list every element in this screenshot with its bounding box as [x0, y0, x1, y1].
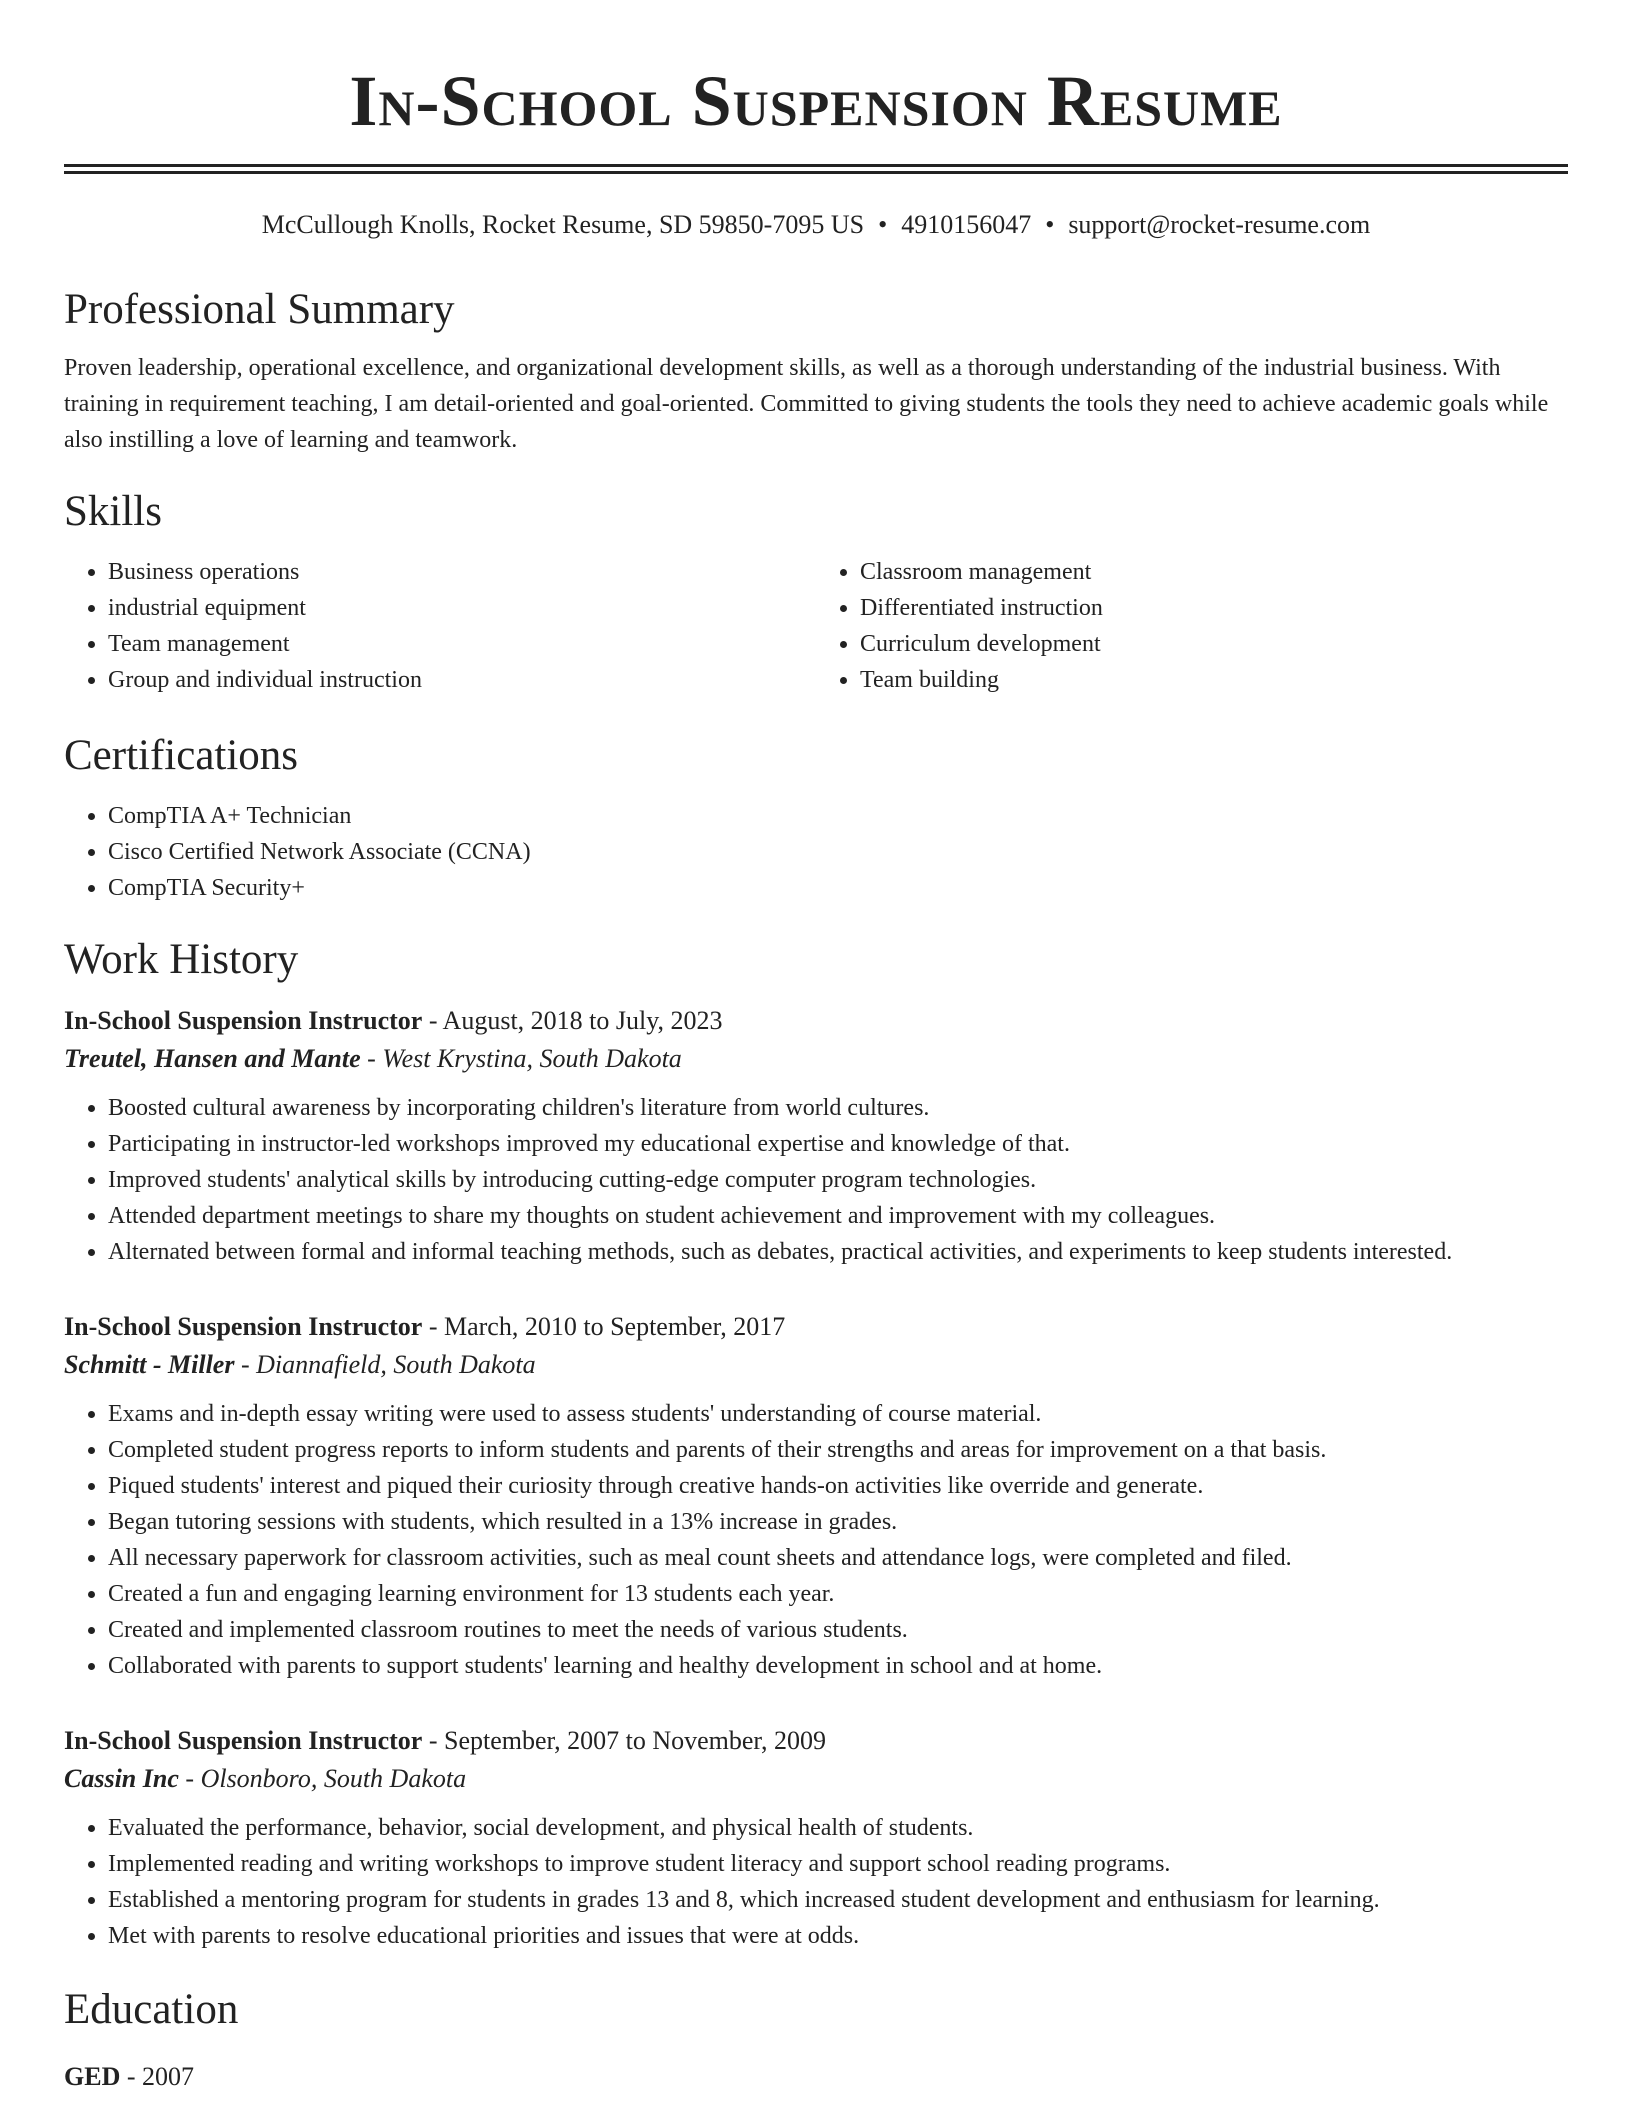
contact-separator: •	[1045, 210, 1055, 239]
contact-line	[64, 208, 1568, 242]
job-bullet: • Piqued students' interest and piqued their curiosity through creative hands-on activities like override and generate.	[108, 1468, 1568, 1504]
skill-item: • Differentiated instruction	[860, 590, 1568, 626]
job-bullet: • Exams and in-depth essay writing were used to assess students' understanding of course material.	[108, 1396, 1568, 1432]
dash: -	[422, 1312, 444, 1341]
job-title-line	[64, 1308, 1568, 1346]
skill-item: • Classroom management	[860, 554, 1568, 590]
certifications-heading: Certifications	[64, 732, 299, 779]
job-bullet: • Created a fun and engaging learning environment for 13 students each year.	[108, 1576, 1568, 1612]
job-dates: August, 2018 to July, 2023	[442, 1006, 723, 1035]
skill-item: • Team management	[108, 626, 816, 662]
company-line	[64, 1346, 1568, 1384]
job-bullet: • Participating in instructor-led workshops improved my educational expertise and knowledge of that.	[108, 1126, 1568, 1162]
company-location: Olsonboro, South Dakota	[200, 1764, 467, 1793]
job-title: In-School Suspension Instructor	[64, 1726, 423, 1755]
job-entry	[64, 1722, 1568, 1954]
dash: -	[422, 1726, 444, 1755]
certifications-list	[64, 798, 1568, 906]
job-bullet: • Established a mentoring program for students in grades 13 and 8, which increased student development and enthusiasm for learning.	[108, 1882, 1568, 1918]
education-degree: GED	[64, 2062, 121, 2091]
education-year: 2007	[142, 2062, 195, 2091]
job-bullet: • Attended department meetings to share my thoughts on student achievement and improvement with my colleagues.	[108, 1198, 1568, 1234]
company-name: Schmitt - Miller	[64, 1350, 235, 1379]
job-dates: March, 2010 to September, 2017	[443, 1312, 786, 1341]
dash: -	[120, 2062, 143, 2091]
skill-item: • industrial equipment	[108, 590, 816, 626]
education-line	[64, 2058, 1568, 2096]
contact-address: McCullough Knolls, Rocket Resume, SD 59850-7095 US	[261, 210, 865, 239]
skills-heading: Skills	[64, 488, 162, 535]
job-bullet: • Completed student progress reports to inform students and parents of their strengths and areas for improvement on a that basis.	[108, 1432, 1568, 1468]
job-bullet: • Collaborated with parents to support students' learning and healthy development in school and at home.	[108, 1648, 1568, 1684]
job-entry	[64, 1002, 1568, 1270]
contact-phone: 4910156047	[901, 210, 1032, 239]
title-divider	[64, 164, 1568, 174]
job-bullets	[64, 1810, 1568, 1954]
dash: -	[178, 1764, 201, 1793]
skill-item: • Team building	[860, 662, 1568, 698]
dash: -	[360, 1044, 383, 1073]
skill-item: • Business operations	[108, 554, 816, 590]
company-line	[64, 1040, 1568, 1078]
certification-item: • CompTIA A+ Technician	[108, 798, 1568, 834]
job-bullet: • Evaluated the performance, behavior, social development, and physical health of students.	[108, 1810, 1568, 1846]
certification-item: • CompTIA Security+	[108, 870, 1568, 906]
company-name: Treutel, Hansen and Mante	[64, 1044, 361, 1073]
skill-item: • Curriculum development	[860, 626, 1568, 662]
job-bullets	[64, 1090, 1568, 1270]
summary-heading: Professional Summary	[64, 286, 455, 333]
job-title-line	[64, 1722, 1568, 1760]
job-title: In-School Suspension Instructor	[64, 1312, 423, 1341]
summary-text: Proven leadership, operational excellence, and organizational development skills, as well as a thorough understanding of the industrial business. With training in requirement teaching, I am detail-oriented and goal-oriented. Committed to giving students the tools they need to achieve academic goals while also instilling a love of learning and teamwork.	[64, 355, 1549, 453]
contact-email: support@rocket-resume.com	[1068, 210, 1371, 239]
education-heading: Education	[64, 1986, 239, 2033]
job-bullet: • Met with parents to resolve educational priorities and issues that were at odds.	[108, 1918, 1568, 1954]
job-bullet: • Alternated between formal and informal teaching methods, such as debates, practical activities, and experiments to keep students interested.	[108, 1234, 1568, 1270]
job-bullets	[64, 1396, 1568, 1684]
certification-item: • Cisco Certified Network Associate (CCNA)	[108, 834, 1568, 870]
job-bullet: • Began tutoring sessions with students, which resulted in a 13% increase in grades.	[108, 1504, 1568, 1540]
job-bullet: • Created and implemented classroom routines to meet the needs of various students.	[108, 1612, 1568, 1648]
dash: -	[422, 1006, 443, 1035]
page-title: In-School Suspension Resume	[349, 61, 1283, 141]
skill-item: • Group and individual instruction	[108, 662, 816, 698]
contact-separator: •	[878, 210, 888, 239]
job-bullet: • Implemented reading and writing workshops to improve student literacy and support school reading programs.	[108, 1846, 1568, 1882]
skills-list-right	[816, 554, 1568, 698]
job-bullet: • Improved students' analytical skills by introducing cutting-edge computer program technologies.	[108, 1162, 1568, 1198]
company-name: Cassin Inc	[64, 1764, 179, 1793]
job-dates: September, 2007 to November, 2009	[443, 1726, 827, 1755]
company-location: West Krystina, South Dakota	[382, 1044, 682, 1073]
job-title: In-School Suspension Instructor	[64, 1006, 423, 1035]
company-line	[64, 1760, 1568, 1798]
job-bullet: • All necessary paperwork for classroom activities, such as meal count sheets and attendance logs, were completed and filed.	[108, 1540, 1568, 1576]
job-bullet: • Boosted cultural awareness by incorporating children's literature from world cultures.	[108, 1090, 1568, 1126]
job-entry	[64, 1308, 1568, 1684]
skills-list-left	[64, 554, 816, 698]
skills-columns	[64, 554, 1568, 698]
dash: -	[234, 1350, 257, 1379]
work-history-heading: Work History	[64, 936, 299, 983]
job-title-line	[64, 1002, 1568, 1040]
company-location: Diannafield, South Dakota	[256, 1350, 536, 1379]
